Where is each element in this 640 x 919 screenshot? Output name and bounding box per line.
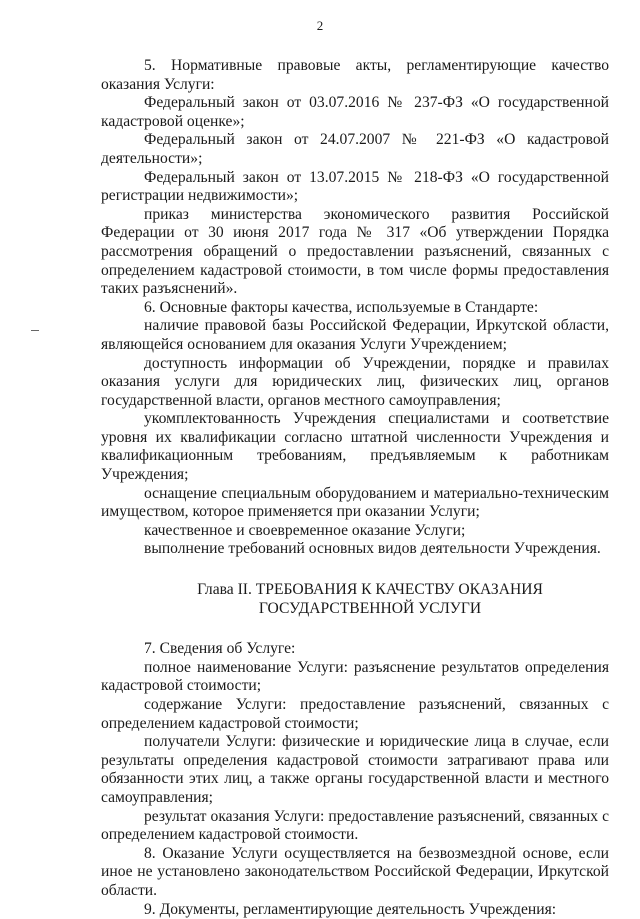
paragraph: укомплектованность Учреждения специалистами и соответствие уровня их квалификации согласно штатной численности Учреждения и квалификационным требованиям, предъявляемым к работникам Учреждения; xyxy=(101,410,609,484)
paragraph: 5. Нормативные правовые акты, регламентирующие качество оказания Услуги: xyxy=(101,57,609,93)
paragraph: приказ министерства экономического развития Российской Федерации от 30 июня 2017 года № 317 «Об утверждении Порядка рассмотрения обращений о предоставлении разъяснений, связанных с определением кадастровой стоимости, в том числе формы предоставления таких разъяснений». xyxy=(101,205,609,298)
paragraph: качественное и своевременное оказание Услуги; xyxy=(144,521,466,539)
document-body xyxy=(101,57,609,919)
paragraph: Федеральный закон от 24.07.2007 № 221-ФЗ «О кадастровой деятельности»; xyxy=(101,131,609,167)
paragraph: 6. Основные факторы качества, используемые в Стандарте: xyxy=(144,298,539,316)
paragraph: наличие правовой базы Российской Федерации, Иркутской области, являющейся основанием для оказания Услуги Учреждением; xyxy=(101,317,609,353)
paragraph: получатели Услуги: физические и юридические лица в случае, если результаты определения кадастровой стоимости затрагивают права или обязанности этих лиц, а также органы государственной власти и местного самоуправления; xyxy=(101,733,609,806)
margin-mark xyxy=(31,330,39,331)
paragraph: 9. Документы, регламентирующие деятельность Учреждения: xyxy=(144,900,557,918)
paragraph: результат оказания Услуги: предоставление разъяснений, связанных с определением кадастровой стоимости. xyxy=(101,807,609,844)
chapter-heading-line-2: ГОСУДАРСТВЕННОЙ УСЛУГИ xyxy=(258,599,482,617)
paragraph: доступность информации об Учреждении, порядке и правилах оказания услуги для юридических лиц, физических лиц, органов государственной власти, органов местного самоуправления; xyxy=(101,354,609,409)
chapter-heading-line-1: Глава II. ТРЕБОВАНИЯ К КАЧЕСТВУ ОКАЗАНИЯ xyxy=(197,581,543,599)
paragraph: выполнение требований основных видов деятельности Учреждения. xyxy=(144,540,601,558)
paragraph: Федеральный закон от 13.07.2015 № 218-ФЗ «О государственной регистрации недвижимости»; xyxy=(101,168,609,205)
paragraph: полное наименование Услуги: разъяснение результатов определения кадастровой стоимости; xyxy=(101,658,609,695)
paragraph: содержание Услуги: предоставление разъяснений, связанных с определением кадастровой стоимости; xyxy=(101,696,609,732)
paragraph: 7. Сведения об Услуге: xyxy=(144,640,296,658)
paragraph: оснащение специальным оборудованием и материально-техническим имуществом, которое применяется при оказании Услуги; xyxy=(101,484,609,521)
chapter-heading xyxy=(101,581,609,618)
page-number: 2 xyxy=(316,18,324,33)
paragraph: 8. Оказание Услуги осуществляется на безвозмездной основе, если иное не установлено законодательством Российской Федерации, Иркутской области. xyxy=(101,844,609,899)
paragraph: Федеральный закон от 03.07.2016 № 237-ФЗ «О государственной кадастровой оценке»; xyxy=(101,94,609,130)
